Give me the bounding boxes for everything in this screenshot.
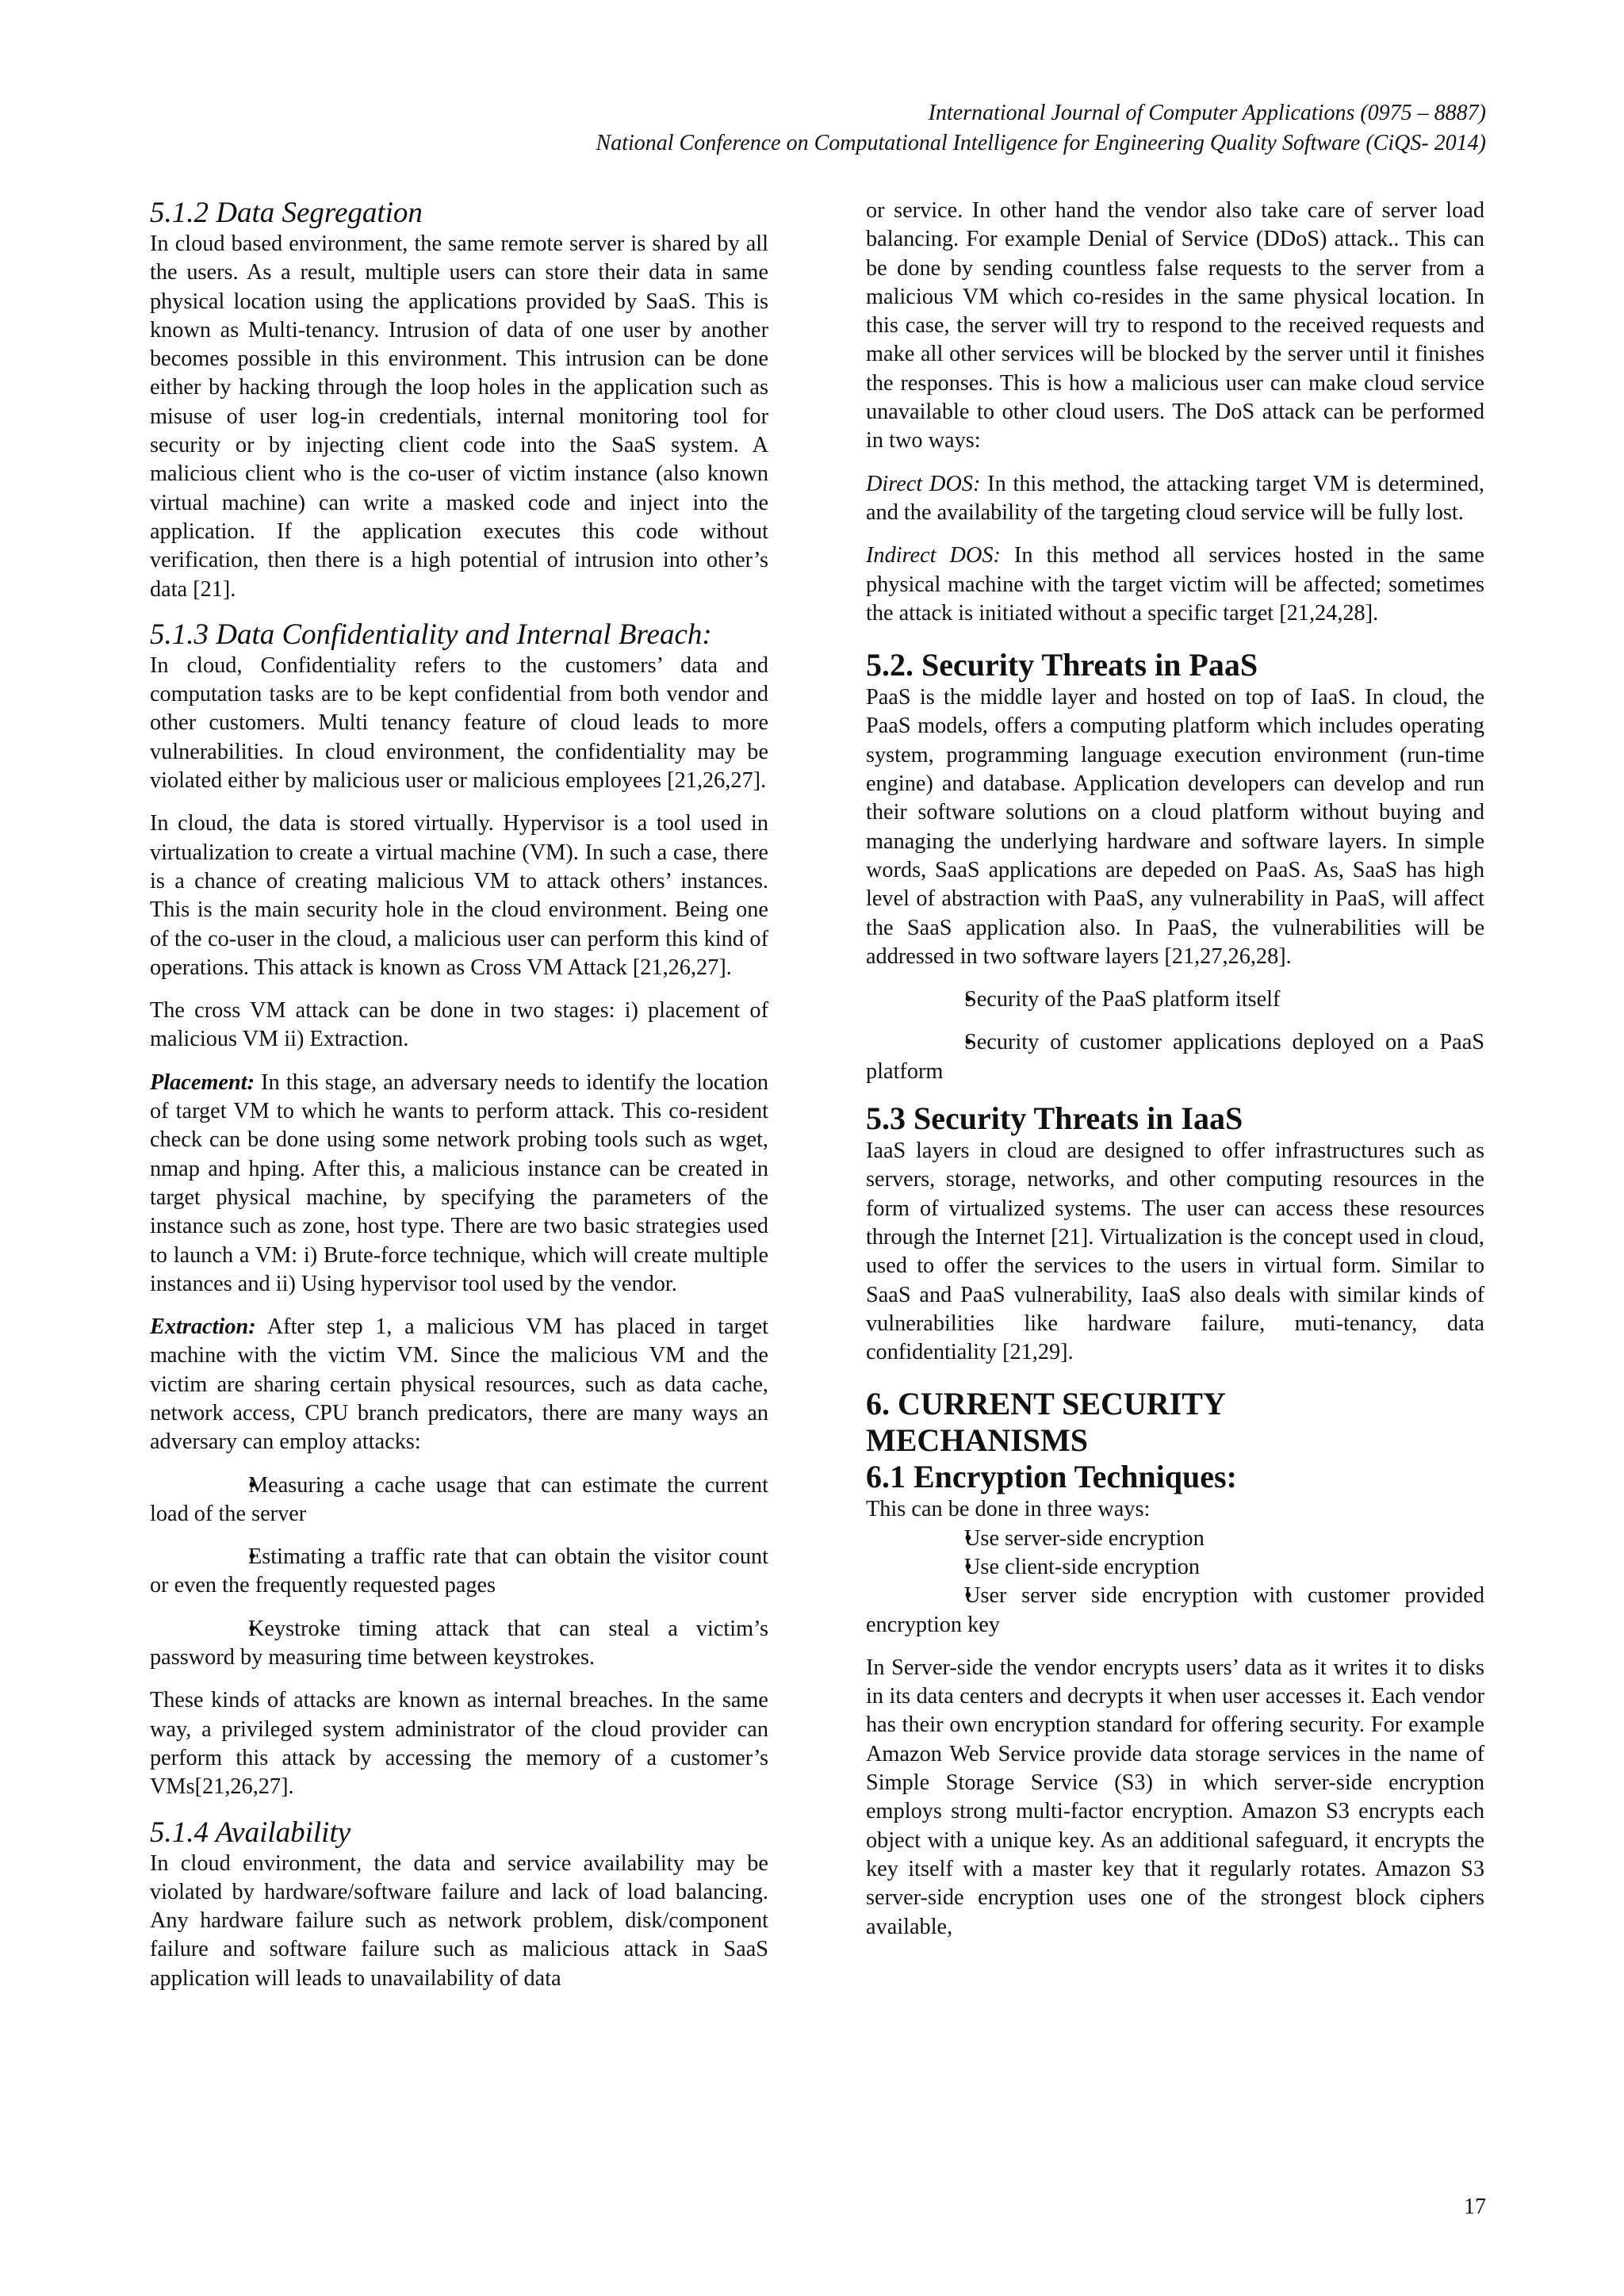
header-journal-line: International Journal of Computer Applications (0975 – 8887): [928, 101, 1486, 125]
section-6-title-line1: 6. CURRENT SECURITY: [866, 1386, 1226, 1422]
paragraph: In cloud based environment, the same remote server is shared by all the users. As a result, multiple users can store their data in same physical location using the applications provided by SaaS. This is known as Multi-tenancy. Intrusion of data of one user by another becomes possible in this environment. This intrusion can be done either by hacking through the loop holes in the application such as misuse of user log-in credentials, internal monitoring tool for security or by injecting client code into the SaaS system. A malicious client who is the co-user of victim instance (also known virtual machine) can write a masked code and inject into the application. If the application executes this code without verification, then there is a high potential of intrusion into other’s data [21].: [150, 232, 768, 602]
section-5-2-title: 5.2. Security Threats in PaaS: [866, 647, 1258, 683]
header-conference-line: National Conference on Computational Intelligence for Engineering Quality Software (CiQS- 2014): [596, 131, 1486, 155]
paragraph: This can be done in three ways:: [866, 1497, 1151, 1522]
placement-text: In this stage, an adversary needs to identify the location of target VM to which he wants to perform attack. This co-resident check can be done using some network probing tools such as wget, nmap and hping. After this, a malicious instance can be created in target physical machine, by specifying the parameters of the instance such as zone, host type. There are two basic strategies used to launch a VM: i) Brute-force technique, which will create multiple instances and ii) Using hypervisor tool used by the vendor.: [150, 1070, 768, 1296]
bullet-item: • Keystroke timing attack that can steal a victim’s password by measuring time between keystrokes.: [150, 1615, 768, 1673]
bullet-item: • Security of the PaaS platform itself: [866, 985, 1484, 1014]
placement-label: Placement:: [150, 1070, 255, 1095]
bullet-item: • Use client-side encryption: [866, 1553, 1484, 1582]
bullet-item: • Security of customer applications deployed on a PaaS platform: [866, 1028, 1484, 1086]
direct-dos-label: Direct DOS:: [866, 471, 981, 496]
paragraph: IaaS layers in cloud are designed to offer infrastructures such as servers, storage, networks, and other computing resources in the form of virtualized systems. The user can access these resources through the Internet [21]. Virtualization is the concept used in cloud, used to offer the services to the users in virtual form. Similar to SaaS and PaaS vulnerability, IaaS also deals with similar kinds of vulnerabilities like hardware failure, muti-tenancy, data confidentiality [21,29].: [866, 1138, 1484, 1365]
paragraph: In Server-side the vendor encrypts users’ data as it writes it to disks in its data centers and decrypts it when user accesses it. Each vendor has their own encryption standard for offering security. For example Amazon Web Service provide data storage services in the name of Simple Storage Service (S3) in which server-side encryption employs strong multi-factor encryption. Amazon S3 encrypts each object with a unique key. As an additional safeguard, it encrypts the key itself with a master key that it regularly rotates. Amazon S3 server-side encryption uses one of the strongest block ciphers available,: [866, 1655, 1484, 1939]
bullet-item: • Measuring a cache usage that can estimate the current load of the server: [150, 1471, 768, 1529]
section-6-title-line2: MECHANISMS: [866, 1422, 1089, 1459]
placement-paragraph: [150, 1069, 768, 1299]
extraction-label: Extraction:: [150, 1314, 256, 1340]
paragraph: In cloud, Confidentiality refers to the customers’ data and computation tasks are to be kept confidential from both vendor and other customers. Multi tenancy feature of cloud leads to more vulnerabilities. In cloud environment, the confidentiality may be violated either by malicious user or malicious employees [21,26,27].: [150, 652, 768, 794]
journal-header: [596, 98, 1486, 159]
bullet-item: • User server side encryption with customer provided encryption key: [866, 1582, 1484, 1640]
direct-dos-paragraph: [866, 470, 1484, 528]
section-5-1-2-title: 5.1.2 Data Segregation: [150, 197, 423, 229]
extraction-text: After step 1, a malicious VM has placed in target machine with the victim VM. Since the malicious VM and the victim are sharing certain physical resources, such as data cache, network access, CPU branch predicators, there are many ways an adversary can employ attacks:: [150, 1314, 768, 1455]
extraction-paragraph: [150, 1313, 768, 1456]
indirect-dos-text: In this method all services hosted in the same physical machine with the target victim will be affected; sometimes the attack is initiated without a specific target [21,24,28].: [866, 543, 1484, 626]
paragraph: The cross VM attack can be done in two stages: i) placement of malicious VM ii) Extraction.: [150, 998, 768, 1052]
section-5-3-title: 5.3 Security Threats in IaaS: [866, 1100, 1243, 1137]
section-5-1-4-title: 5.1.4 Availability: [150, 1816, 351, 1849]
right-column: [866, 197, 1484, 1956]
bullet-item: • Use server-side encryption: [866, 1525, 1484, 1553]
indirect-dos-label: Indirect DOS:: [866, 543, 1001, 568]
bullet-item: • Estimating a traffic rate that can obtain the visitor count or even the frequently requested pages: [150, 1543, 768, 1601]
indirect-dos-paragraph: [866, 541, 1484, 628]
paragraph: These kinds of attacks are known as internal breaches. In the same way, a privileged system administrator of the cloud provider can perform this attack by accessing the memory of a customer’s VMs[21,26,27].: [150, 1688, 768, 1800]
paragraph: In cloud, the data is stored virtually. Hypervisor is a tool used in virtualization to create a virtual machine (VM). In such a case, there is a chance of creating malicious VM to attack others’ instances. This is the main security hole in the cloud environment. Being one of the co-user in the cloud, a malicious user can perform this kind of operations. This attack is known as Cross VM Attack [21,26,27].: [150, 811, 768, 980]
left-column: [150, 197, 768, 2007]
section-5-1-3-title: 5.1.3 Data Confidentiality and Internal Breach:: [150, 618, 712, 651]
section-6-1-title: 6.1 Encryption Techniques:: [866, 1459, 1237, 1495]
paragraph: or service. In other hand the vendor also take care of server load balancing. For example Denial of Service (DDoS) attack.. This can be done by sending countless false requests to the server from a malicious VM which co-resides in the same physical location. In this case, the server will try to respond to the received requests and make all other services will be blocked by the server until it finishes the responses. This is how a malicious user can make cloud service unavailable to other cloud users. The DoS attack can be performed in two ways:: [866, 198, 1484, 453]
paragraph: PaaS is the middle layer and hosted on top of IaaS. In cloud, the PaaS models, offers a computing platform which includes operating system, programming language execution environment (run-time engine) and database. Application developers can develop and run their software solutions on a cloud platform without buying and managing the underlying hardware and software layers. In simple words, SaaS applications are depeded on PaaS. As, SaaS has high level of abstraction with PaaS, any vulnerability in PaaS, will affect the SaaS application also. In PaaS, the vulnerabilities will be addressed in two software layers [21,27,26,28].: [866, 685, 1484, 969]
direct-dos-text: In this method, the attacking target VM is determined, and the availability of the targeting cloud service will be fully lost.: [866, 471, 1484, 525]
section-6-title: [866, 1386, 1484, 1459]
page-number: 17: [1464, 2195, 1486, 2219]
paragraph: In cloud environment, the data and service availability may be violated by hardware/software failure and lack of load balancing. Any hardware failure such as network problem, disk/component failure and software failure such as malicious attack in SaaS application will leads to unavailability of data: [150, 1850, 768, 1991]
